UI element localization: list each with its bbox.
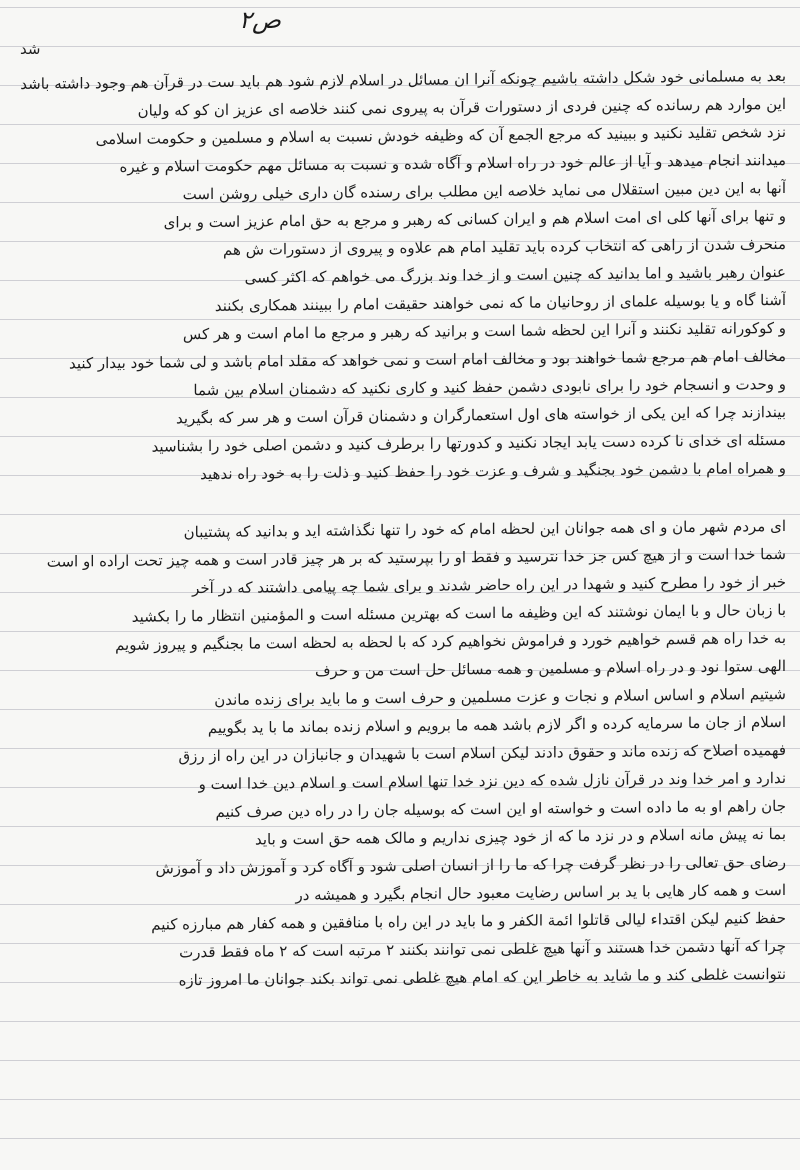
letter-line: ندارد و امر خدا وند در قرآن نازل شده که دین نزد خدا تنها اسلام است و اسلام دین خدا است و bbox=[198, 768, 786, 794]
opening-word: شد bbox=[20, 40, 41, 58]
letter-line: فهمیده اصلاح که زنده ماند و حقوق دادند لیکن اسلام است با شهیدان و جانبازان در این راه از رزق bbox=[178, 740, 786, 766]
letter-line: شیتیم اسلام و اساس اسلام و نجات و عزت مسلمین و حرف است و ما باید برای زنده ماندن bbox=[214, 684, 786, 709]
paragraph-gap bbox=[14, 486, 786, 516]
letter-line: به خدا راه هم قسم خواهیم خورد و فراموش نخواهیم کرد که با لحظه به لحظه است ما بجنگیم و پیروز شویم bbox=[115, 628, 786, 654]
letter-line: آنها به این دین مبین استقلال می نماید خلاصه این مطلب برای رسنده گان داری خیلی روشن است bbox=[182, 178, 786, 204]
letter-line: با زبان حال و با ایمان نوشتند که این وظیفه ما است که بهترین مسئله است و المؤمنین انتظار ما را بکشید bbox=[131, 600, 786, 626]
letter-line: شما خدا است و از هیچ کس جز خدا نترسید و فقط او را بپرستید که بر هر چیز قادر است و همه چیز تحت اراده او است bbox=[46, 544, 786, 571]
letter-line: رضای حق تعالی را در نظر گرفت چرا که ما را از انسان اصلی شود و آگاه کرد و آموزش داد و آموزش bbox=[155, 852, 786, 878]
letter-line: نتوانست غلطی کند و ما شاید به خاطر این که امام هیچ غلطی نمی تواند بکند جوانان ما امروز تازه bbox=[178, 964, 786, 990]
letter-line: است و همه کار هایی با ید بر اساس رضایت معبود حال انجام بگیرد و همیشه در bbox=[295, 880, 786, 905]
paragraph-1 bbox=[14, 66, 786, 486]
letter-line: و تنها برای آنها کلی ای امت اسلام هم و ایران کسانی که رهبر و مرجع به حق امام عزیز است و برای bbox=[163, 206, 786, 232]
letter-line: بیندازند چرا که این یکی از خواسته های اول استعمارگران و دشمنان قرآن است و هر سر که بگیرید bbox=[176, 402, 786, 428]
page-number: ص٢ bbox=[239, 6, 281, 34]
letter-line: و همراه امام با دشمن خود بجنگید و شرف و عزت خود را حفظ کنید و ذلت را به خود راه ندهید bbox=[200, 458, 786, 484]
paragraph-2 bbox=[14, 516, 786, 992]
letter-line: عنوان رهبر باشید و اما بدانید که چنین است و از خدا وند بزرگ می خواهم که اکثر کسی bbox=[244, 262, 786, 287]
letter-line: چرا که آنها دشمن خدا هستند و آنها هیچ غلطی نمی توانند بکنند ۲ مرتبه است که ۲ ماه فقط قدرت bbox=[179, 936, 786, 962]
letter-line: خبر از خود را مطرح کنید و شهدا در این راه حاضر شدند و برای شما چه پیامی داشتند که در آخر bbox=[192, 572, 786, 598]
letter-line: آشنا گاه و یا بوسیله علمای از روحانیان ما که نمی خواهند حقیقت امام را ببینند همکاری بکنند bbox=[214, 290, 786, 315]
letter-line: اسلام از جان ما سرمایه کرده و اگر لازم باشد همه ما برویم و اسلام زنده بماند ما با ید بگوییم bbox=[207, 712, 786, 738]
letter-line: و وحدت و انسجام خود را برای نابودی دشمن حفظ کنید و کاری نکنید که دشمنان اسلام بین شما bbox=[193, 374, 786, 400]
letter-line: میدانند انجام میدهد و آیا از عالم خود در راه اسلام و آگاه شده و نسبت به مسائل مهم حکومت اسلام و غیره bbox=[119, 150, 786, 176]
letter-line: بما نه پیش مانه اسلام و در نزد ما که از خود چیزی نداریم و مالک همه حق است و باید bbox=[255, 824, 786, 849]
letter-line: جان راهم او به ما داده است و خواسته او این است که بوسیله جان را در راه دین صرف کنیم bbox=[215, 796, 786, 821]
letter-line: مسئله ای خدای نا کرده دست یابد ایجاد نکنید و کدورتها را برطرف کنید و دشمن اصلی خود را بشناسید bbox=[151, 430, 786, 456]
letter-line: این موارد هم رسانده که چنین فردی از دستورات قرآن به پیروی نمی کنند خلاصه ای عزیز ان کو که ولیان bbox=[137, 94, 786, 120]
letter-line: نزد شخص تقلید نکنید و ببینید که مرجع الجمع آن که وظیفه خودش نسبت به اسلام و مسلمین و حکومت اسلامی bbox=[95, 122, 786, 149]
letter-line: الهی ستوا نود و در راه اسلام و مسلمین و همه مسائل حل است من و حرف bbox=[315, 656, 786, 680]
letter-line: و کوکورانه تقلید نکنند و آنرا این لحظه شما است و برانید که رهبر و مرجع ما امام است و هر کس bbox=[182, 318, 786, 344]
handwritten-letter bbox=[14, 66, 786, 992]
letter-line: حفظ کنیم لیکن اقتداء لیالی قاتلوا ائمة الکفر و ما باید در این راه با منافقین و همه کفار هم مبارزه کنیم bbox=[151, 908, 786, 934]
letter-line: بعد به مسلمانی خود شکل داشته باشیم چونکه آنرا ان مسائل در اسلام لازم شود هم باید ست در قرآن هم وجود داشته باشد bbox=[20, 66, 786, 93]
letter-line: مخالف امام هم مرجع شما خواهند بود و مخالف امام است و نمی خواهد که مقلد امام باشد و لی شما خود بیدار کنید bbox=[69, 346, 786, 373]
letter-line: منحرف شدن از راهی که انتخاب کرده باید تقلید امام هم علاوه و پیروی از دستورات ش هم bbox=[223, 234, 786, 259]
letter-line: ای مردم شهر مان و ای همه جوانان این لحظه امام که خود را تنها نگذاشته اید و بدانید که پشتیبان bbox=[183, 516, 786, 542]
